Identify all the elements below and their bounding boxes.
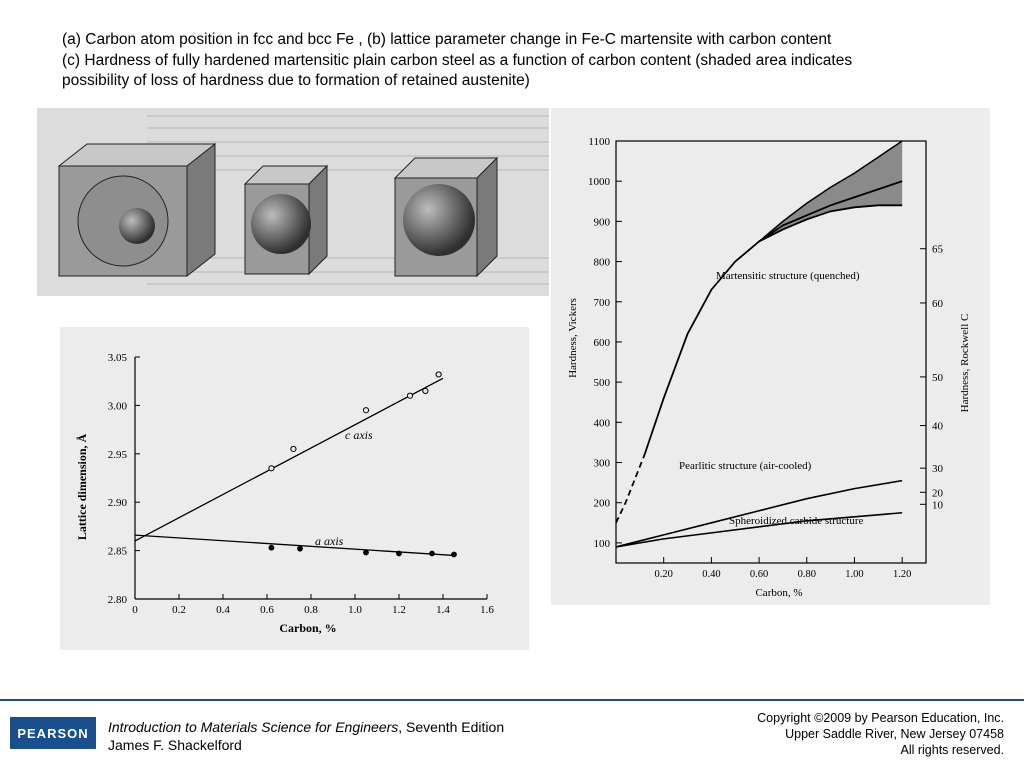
x-tick-label: 1.4 [436,604,450,616]
data-point [436,372,441,377]
y-tick-label: 3.00 [107,400,127,413]
x-tick-label: 0.2 [172,604,186,616]
x-tick-label: 0.20 [654,569,673,580]
y-tick-label: 300 [593,457,610,470]
book-title: Introduction to Materials Science for Engineers [108,719,399,735]
x-tick-label: 1.2 [392,604,406,616]
data-point [364,550,369,555]
book-edition: , Seventh Edition [398,719,505,735]
y-tick-label: 200 [593,497,610,510]
series-label-pearlitic: Pearlitic structure (air-cooled) [679,460,812,472]
y2-tick-label: 65 [932,243,943,256]
fcc-cube [59,144,215,276]
y-tick-label: 500 [593,377,610,390]
data-point [423,388,428,393]
y-tick-label: 100 [593,537,610,550]
y-tick-label: 800 [593,256,610,269]
caption-line-2: (c) Hardness of fully hardened martensitic plain carbon steel as a function of carbon content (shaded area indicates [62,51,853,69]
x-axis-label: Carbon, % [279,621,337,635]
caption-line-1: (a) Carbon atom position in fcc and bcc Fe , (b) lattice parameter change in Fe-C martensite with carbon content [62,31,832,48]
x-tick-label: 0.80 [797,569,816,580]
x-tick-label: 1.00 [845,569,864,580]
series-label-a-axis: a axis [315,534,344,548]
y-axis-label: Hardness, Vickers [567,298,579,378]
crystal-structure-figure [37,108,549,296]
x-tick-label: 0 [132,604,138,616]
y2-tick-label: 40 [932,420,943,433]
y2-tick-label: 30 [932,463,943,476]
y-tick-label: 2.80 [107,594,127,606]
y2-tick-label: 50 [932,371,943,384]
martensitic-line [645,181,903,454]
data-point [298,546,303,551]
book-credit [108,718,504,754]
address-line: Upper Saddle River, New Jersey 07458 [785,727,1004,741]
slide-caption [62,30,1002,92]
data-point [430,551,435,556]
pearson-logo: PEARSON [10,717,96,749]
bcc-cube-2 [395,158,497,276]
y-tick-label: 1100 [588,136,610,148]
y-tick-label: 2.95 [107,448,127,461]
y-tick-label: 1000 [588,176,610,189]
footer-divider [0,699,1024,701]
x-tick-label: 0.8 [304,604,318,616]
fit-line-c-axis [135,378,443,541]
data-point [452,552,457,557]
y2-tick-label: 60 [932,297,943,310]
x-tick-label: 1.0 [348,604,362,616]
series-label-spheroidized: Spheroidized carbide structure [729,515,864,527]
bcc-cube-1 [245,166,327,274]
data-point [269,545,274,550]
crystal-cubes-illustration [37,108,549,296]
data-point [363,408,368,413]
y-axis-label: Lattice dimension, Å [75,433,89,541]
x-tick-label: 1.20 [892,569,912,580]
data-point [269,466,274,471]
book-author: James F. Shackelford [108,737,242,753]
martensitic-dashed-segment [616,454,645,522]
y2-tick-label: 10 [932,499,943,512]
y-tick-label: 900 [593,216,610,229]
data-point [397,551,402,556]
y-tick-label: 600 [593,336,610,349]
y-tick-label: 2.85 [107,545,127,558]
data-point [407,393,412,398]
fit-line-a-axis [135,535,454,555]
y2-axis-label: Hardness, Rockwell C [959,313,971,413]
pearlitic-line [616,481,902,547]
hardness-chart [551,108,990,605]
x-axis-label: Carbon, % [755,587,803,599]
data-point [291,446,296,451]
y2-tick-label: 20 [932,487,943,500]
caption-line-3: possibility of loss of hardness due to formation of retained austenite) [62,72,530,89]
x-tick-label: 1.6 [480,604,494,616]
y-tick-label: 3.05 [107,352,127,364]
rights-line: All rights reserved. [900,743,1004,757]
x-tick-label: 0.60 [749,569,769,580]
copyright-notice [757,710,1004,758]
x-tick-label: 0.4 [216,604,230,616]
copyright-line: Copyright ©2009 by Pearson Education, Inc. [757,711,1004,725]
x-tick-label: 0.6 [260,604,274,616]
y-tick-label: 700 [593,296,610,309]
series-label-martensitic: Martensitic structure (quenched) [716,270,860,282]
x-tick-label: 0.40 [702,569,721,580]
series-label-c-axis: c axis [345,428,373,442]
y-tick-label: 400 [593,417,610,430]
lattice-dimension-chart [60,327,529,650]
y-tick-label: 2.90 [107,497,127,510]
